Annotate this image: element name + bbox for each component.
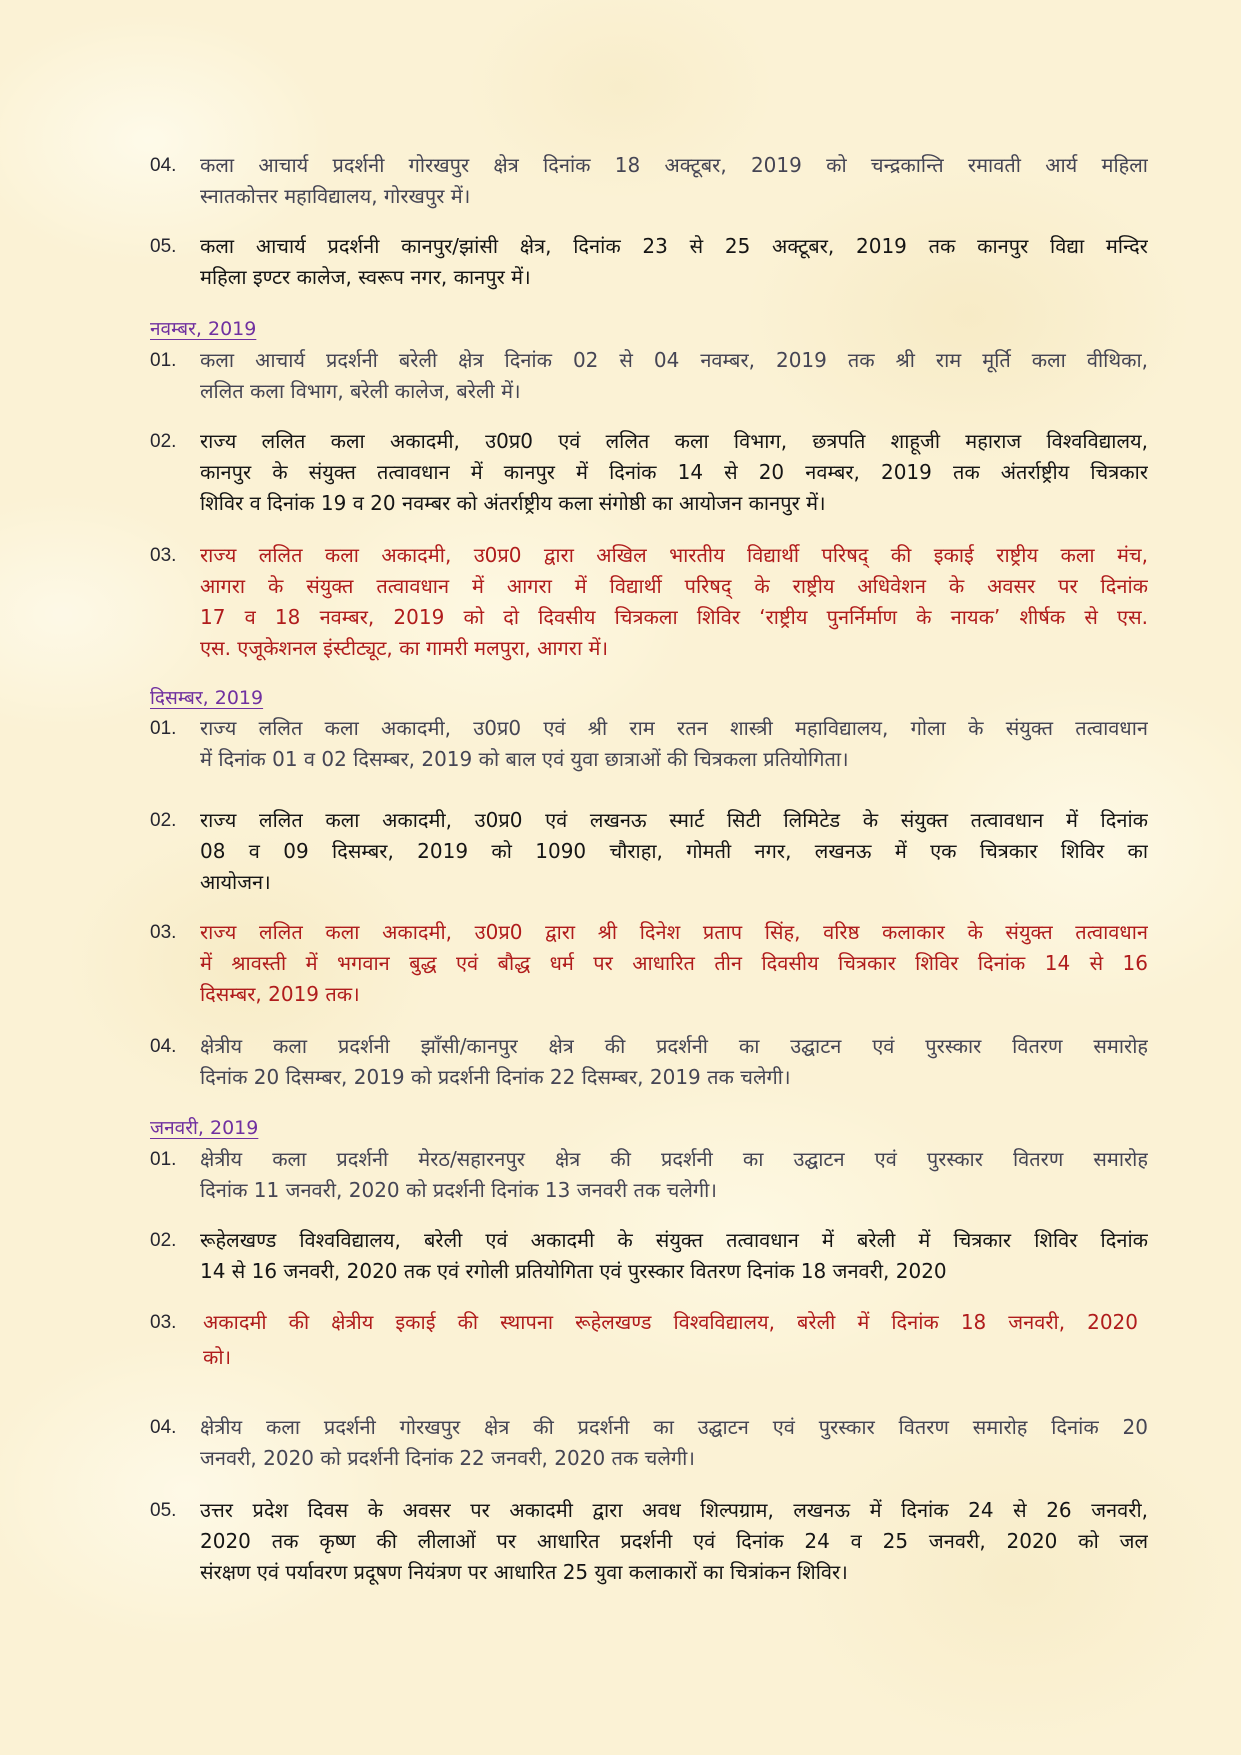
item-number: 02.	[150, 1230, 177, 1251]
item-line: राज्य ललित कला अकादमी, उ0प्र0 एवं श्री राम रतन शास्त्री महाविद्यालय, गोला के संयुक्त तत्वावधान	[200, 716, 1148, 740]
item-text	[200, 231, 1148, 293]
item-line: क्षेत्रीय कला प्रदर्शनी गोरखपुर क्षेत्र की प्रदर्शनी का उद्घाटन एवं पुरस्कार वितरण समारोह दिनांक 20	[200, 1415, 1148, 1439]
item-text	[203, 1305, 1138, 1375]
item-line: राज्य ललित कला अकादमी, उ0प्र0 द्वारा अखिल भारतीय विद्यार्थी परिषद् की इकाई राष्ट्रीय कला मंच,	[200, 543, 1148, 567]
item-line: को।	[203, 1345, 232, 1369]
item-line: राज्य ललित कला अकादमी, उ0प्र0 एवं लखनऊ स्मार्ट सिटी लिमिटेड के संयुक्त तत्वावधान में दिनांक	[200, 808, 1148, 832]
item-number: 03.	[150, 1312, 177, 1333]
item-line: दिनांक 20 दिसम्बर, 2019 को प्रदर्शनी दिनांक 22 दिसम्बर, 2019 तक चलेगी।	[200, 1065, 791, 1089]
item-number: 01.	[150, 718, 177, 739]
list-item	[150, 345, 1148, 407]
item-line: में दिनांक 01 व 02 दिसम्बर, 2019 को बाल एवं युवा छात्राओं की चित्रकला प्रतियोगिता।	[200, 747, 849, 771]
item-number: 03.	[150, 545, 177, 566]
item-line: ललित कला विभाग, बरेली कालेज, बरेली में।	[200, 379, 521, 403]
item-line: दिसम्बर, 2019 तक।	[200, 982, 360, 1006]
list-item	[150, 1305, 1148, 1375]
item-line: क्षेत्रीय कला प्रदर्शनी मेरठ/सहारनपुर क्षेत्र की प्रदर्शनी का उद्घाटन एवं पुरस्कार वितरण समारोह	[200, 1147, 1148, 1171]
list-item	[150, 540, 1148, 664]
item-line: कला आचार्य प्रदर्शनी बरेली क्षेत्र दिनांक 02 से 04 नवम्बर, 2019 तक श्री राम मूर्ति कला वीथिका,	[200, 348, 1148, 372]
item-text	[200, 805, 1148, 898]
item-text	[200, 540, 1148, 664]
list-item	[150, 805, 1148, 898]
item-text	[200, 426, 1148, 519]
item-number: 01.	[150, 1149, 177, 1170]
list-item	[150, 1412, 1148, 1474]
item-text	[200, 713, 1148, 775]
item-text	[200, 1412, 1148, 1474]
list-item	[150, 1031, 1148, 1093]
item-line: स्नातकोत्तर महाविद्यालय, गोरखपुर में।	[200, 184, 471, 208]
item-text	[200, 345, 1148, 407]
item-line: क्षेत्रीय कला प्रदर्शनी झाँसी/कानपुर क्षेत्र की प्रदर्शनी का उद्घाटन एवं पुरस्कार वितरण समारोह	[200, 1034, 1148, 1058]
item-number: 04.	[150, 1417, 177, 1438]
list-item	[150, 231, 1148, 293]
item-number: 05.	[150, 236, 177, 257]
item-number: 04.	[150, 1036, 177, 1057]
list-item	[150, 1495, 1148, 1588]
item-number: 02.	[150, 810, 177, 831]
item-line: आयोजन।	[200, 870, 271, 894]
section-heading-january: जनवरी, 2019	[150, 1117, 259, 1139]
item-text	[200, 150, 1148, 212]
item-line: कला आचार्य प्रदर्शनी कानपुर/झांसी क्षेत्र, दिनांक 23 से 25 अक्टूबर, 2019 तक कानपुर विद्या मन्दिर	[200, 234, 1148, 258]
list-item	[150, 1225, 1148, 1287]
item-line: दिनांक 11 जनवरी, 2020 को प्रदर्शनी दिनांक 13 जनवरी तक चलेगी।	[200, 1178, 717, 1202]
item-line: आगरा के संयुक्त तत्वावधान में आगरा में विद्यार्थी परिषद् के राष्ट्रीय अधिवेशन के अवसर पर दिनांक	[200, 574, 1148, 598]
item-line: अकादमी की क्षेत्रीय इकाई की स्थापना रूहेलखण्ड विश्वविद्यालय, बरेली में दिनांक 18 जनवरी, 2020	[203, 1310, 1138, 1334]
item-line: 14 से 16 जनवरी, 2020 तक एवं रगोली प्रतियोगिता एवं पुरस्कार वितरण दिनांक 18 जनवरी, 2020	[200, 1259, 947, 1283]
item-line: उत्तर प्रदेश दिवस के अवसर पर अकादमी द्वारा अवध शिल्पग्राम, लखनऊ में दिनांक 24 से 26 जनवरी,	[200, 1498, 1148, 1522]
item-text	[200, 917, 1148, 1010]
item-number: 02.	[150, 431, 177, 452]
section-heading-november: नवम्बर, 2019	[150, 318, 257, 340]
item-line: 08 व 09 दिसम्बर, 2019 को 1090 चौराहा, गोमती नगर, लखनऊ में एक चित्रकार शिविर का	[200, 839, 1148, 863]
item-text	[200, 1031, 1148, 1093]
list-item	[150, 150, 1148, 212]
list-item	[150, 1144, 1148, 1206]
item-number: 01.	[150, 350, 177, 371]
item-line: जनवरी, 2020 को प्रदर्शनी दिनांक 22 जनवरी, 2020 तक चलेगी।	[200, 1446, 695, 1470]
item-line: राज्य ललित कला अकादमी, उ0प्र0 एवं ललित कला विभाग, छत्रपति शाहूजी महाराज विश्वविद्यालय,	[200, 429, 1148, 453]
item-line: में श्रावस्ती में भगवान बुद्ध एवं बौद्ध धर्म पर आधारित तीन दिवसीय चित्रकार शिविर दिनांक 14 से 16	[200, 951, 1148, 975]
item-number: 05.	[150, 1500, 177, 1521]
item-line: कानपुर के संयुक्त तत्वावधान में कानपुर में दिनांक 14 से 20 नवम्बर, 2019 तक अंतर्राष्ट्रीय चित्रकार	[200, 460, 1148, 484]
item-number: 03.	[150, 922, 177, 943]
item-text	[200, 1495, 1148, 1588]
list-item	[150, 917, 1148, 1010]
item-line: 17 व 18 नवम्बर, 2019 को दो दिवसीय चित्रकला शिविर ‘राष्ट्रीय पुनर्निर्माण के नायक’ शीर्षक से एस.	[200, 605, 1148, 629]
item-number: 04.	[150, 155, 177, 176]
item-line: संरक्षण एवं पर्यावरण प्रदूषण नियंत्रण पर आधारित 25 युवा कलाकारों का चित्रांकन शिविर।	[200, 1560, 848, 1584]
item-line: एस. एजूकेशनल इंस्टीट्यूट, का गामरी मलपुरा, आगरा में।	[200, 636, 609, 660]
item-line: रूहेलखण्ड विश्वविद्यालय, बरेली एवं अकादमी के संयुक्त तत्वावधान में बरेली में चित्रकार शिविर दिनांक	[200, 1228, 1148, 1252]
item-line: कला आचार्य प्रदर्शनी गोरखपुर क्षेत्र दिनांक 18 अक्टूबर, 2019 को चन्द्रकान्ति रमावती आर्य महिला	[200, 153, 1148, 177]
list-item	[150, 713, 1148, 775]
item-line: शिविर व दिनांक 19 व 20 नवम्बर को अंतर्राष्ट्रीय कला संगोष्ठी का आयोजन कानपुर में।	[200, 491, 826, 515]
item-text	[200, 1144, 1148, 1206]
item-line: राज्य ललित कला अकादमी, उ0प्र0 द्वारा श्री दिनेश प्रताप सिंह, वरिष्ठ कलाकार के संयुक्त तत्वावधान	[200, 920, 1148, 944]
item-line: 2020 तक कृष्ण की लीलाओं पर आधारित प्रदर्शनी एवं दिनांक 24 व 25 जनवरी, 2020 को जल	[200, 1529, 1148, 1553]
section-heading-december: दिसम्बर, 2019	[150, 687, 264, 709]
item-line: महिला इण्टर कालेज, स्वरूप नगर, कानपुर में।	[200, 265, 531, 289]
item-text	[200, 1225, 1148, 1287]
list-item	[150, 426, 1148, 519]
